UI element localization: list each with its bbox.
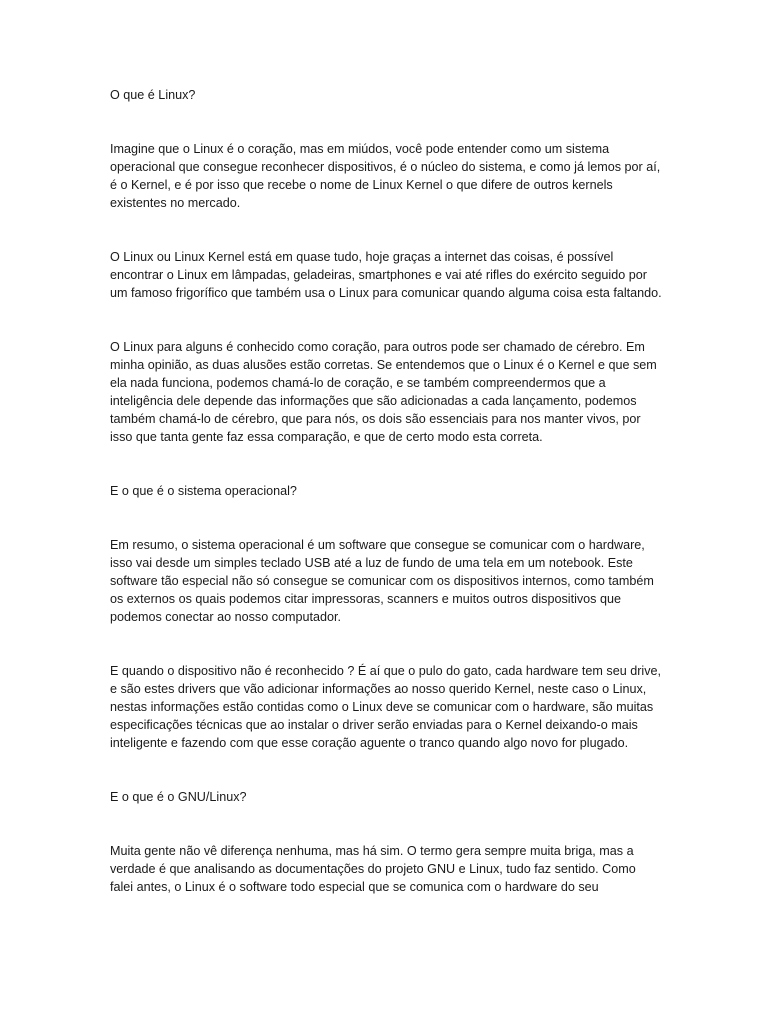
heading-what-is-gnu-linux: E o que é o GNU/Linux? <box>110 790 247 804</box>
paragraph-linux-heart: Imagine que o Linux é o coração, mas em miúdos, você pode entender como um sistema operacional que consegue reconhecer dispositivos, é o núcleo do sistema, e como já lemos por aí, é o Kernel, e é por isso que recebe o nome de Linux Kernel o que difere de outros kernels existentes no mercado. <box>110 142 661 210</box>
paragraph-os-summary: Em resumo, o sistema operacional é um software que consegue se comunicar com o hardware, isso vai desde um simples teclado USB até a luz de fundo de uma tela em um notebook. Este software tão especial não só consegue se comunicar com os dispositivos internos, como também os externos os quais podemos citar impressoras, scanners e muitos outros dispositivos que podemos conectar ao nosso computador. <box>110 538 654 624</box>
paragraph-linux-everywhere: O Linux ou Linux Kernel está em quase tudo, hoje graças a internet das coisas, é possível encontrar o Linux em lâmpadas, geladeiras, smartphones e vai até rifles do exército seguido por um famoso frigorífico que também usa o Linux para comunicar quando alguma coisa esta faltando. <box>110 250 662 300</box>
document-body <box>110 86 662 896</box>
paragraph-drivers: E quando o dispositivo não é reconhecido ? É aí que o pulo do gato, cada hardware tem seu drive, e são estes drivers que vão adicionar informações ao nosso querido Kernel, neste caso o Linux, nestas informações estão contidas como o Linux deve se comunicar com o hardware, são muitas especificações técnicas que ao instalar o driver serão enviadas para o Kernel deixando-o mais inteligente e fazendo com que esse coração aguente o tranco quando algo novo for plugado. <box>110 664 661 750</box>
heading-what-is-linux: O que é Linux? <box>110 88 196 102</box>
heading-what-is-os: E o que é o sistema operacional? <box>110 484 297 498</box>
paragraph-gnu-linux-difference: Muita gente não vê diferença nenhuma, mas há sim. O termo gera sempre muita briga, mas a verdade é que analisando as documentações do projeto GNU e Linux, tudo faz sentido. Como falei antes, o Linux é o software todo especial que se comunica com o hardware do seu <box>110 844 636 894</box>
paragraph-heart-or-brain: O Linux para alguns é conhecido como coração, para outros pode ser chamado de cérebro. Em minha opinião, as duas alusões estão corretas. Se entendemos que o Linux é o Kernel e que sem ela nada funciona, podemos chamá-lo de coração, e se também compreendermos que a inteligência dele depende das informações que são adicionadas a cada lançamento, podemos também chamá-lo de cérebro, que para nós, os dois são essenciais para nos manter vivos, por isso que tanta gente faz essa comparação, e que de certo modo esta correta. <box>110 340 657 444</box>
